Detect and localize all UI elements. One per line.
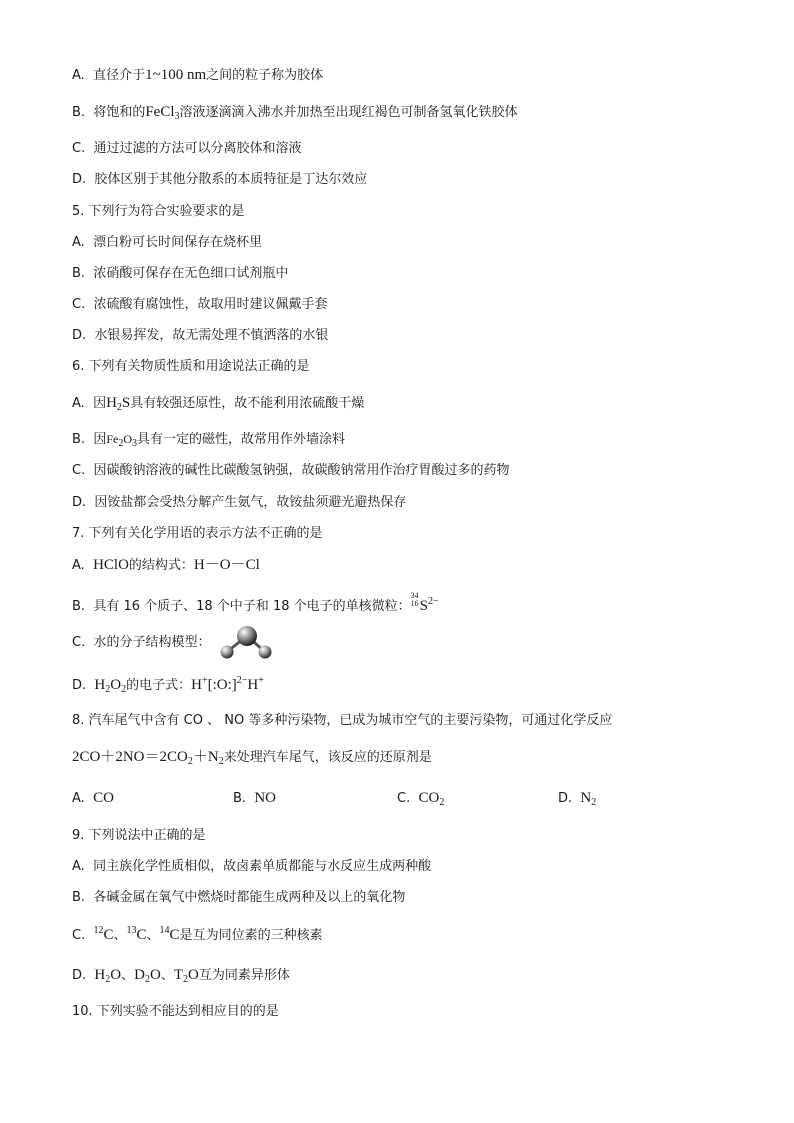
option-text: 水银易挥发，故无需处理不慎洒落的水银 <box>94 328 329 343</box>
option-label: D. <box>72 328 87 343</box>
option-label: B. <box>72 266 86 281</box>
q8-stem: 8. 汽车尾气中含有 CO 、 NO 等多种污染物，已成为城市空气的主要污染物，可通过化学反应 <box>72 713 613 728</box>
q7-stem: 7. 下列有关化学用语的表示方法不正确的是 <box>72 526 323 541</box>
option-label: D. <box>72 968 87 983</box>
option-label: A. <box>72 68 85 83</box>
formula: $Fe_2O_3$ <box>106 432 138 449</box>
formula-list: $H_2O$、$D_2O$、$T_2O$ <box>94 967 199 985</box>
q10-stem: 10. 下列实验不能达到相应目的的是 <box>72 1004 279 1019</box>
q5-option-b <box>72 265 288 283</box>
reaction-equation: $2CO+2NO=2CO_2+N_2$ <box>72 749 224 767</box>
q8-option-a: A. CO <box>72 790 114 806</box>
oxygen-atom <box>237 626 257 646</box>
option-text: 因铵盐都会受热分解产生氨气，故铵盐须避光避热保存 <box>94 495 407 510</box>
q4-option-a <box>72 66 323 85</box>
q4-option-c <box>72 140 302 158</box>
q7-option-a: A. HClO的结构式：H－O－Cl <box>72 557 260 573</box>
option-label: B. <box>72 105 86 120</box>
option-label: C. <box>72 141 86 156</box>
option-label: D. <box>72 678 87 693</box>
formula: $H_2O_2$ <box>94 677 127 695</box>
formula: HClO <box>93 557 129 573</box>
option-label: B. <box>72 432 86 447</box>
q7-option-b: B. 具有 16 个质子、18 个中子和 18 个电子的单核微粒： 34 16 $S^{2-}$ <box>72 591 439 614</box>
q5-option-a <box>72 234 262 252</box>
option-label: C. <box>72 928 86 943</box>
nuclide-numbers: 34 16 <box>410 591 419 608</box>
option-text: 浓硫酸有腐蚀性，故取用时建议佩戴手套 <box>93 297 328 312</box>
option-text: 溶液逐滴滴入沸水并加热至出现红褐色可制备氢氧化铁胶体 <box>179 105 518 120</box>
q6-option-b: B. 因$Fe_2O_3$具有一定的磁性，故常用作外墙涂料 <box>72 432 346 449</box>
hydrogen-atom <box>259 646 272 659</box>
option-text: 因碳酸钠溶液的碱性比碳酸氢钠强，故碳酸钠常用作治疗胃酸过多的药物 <box>93 463 510 478</box>
q9-option-c: C. $^{12}$C、$^{13}$C、$^{14}$C是互为同位素的三种核素 <box>72 925 323 943</box>
option-text: 各碱金属在氧气中燃烧时都能生成两种及以上的氧化物 <box>93 890 406 905</box>
q8-option-c: C. $CO_2$ <box>397 790 445 808</box>
q5-stem: 5. 下列行为符合实验要求的是 <box>72 204 245 219</box>
q4-option-d <box>72 171 367 189</box>
hydrogen-atom <box>221 646 234 659</box>
option-text: 胶体区别于其他分散系的本质特征是丁达尔效应 <box>94 172 368 187</box>
q6-stem: 6. 下列有关物质性质和用途说法正确的是 <box>72 359 310 374</box>
q6-option-a: A. 因$H_2S$具有较强还原性，故不能利用浓硫酸干燥 <box>72 395 365 413</box>
electron-formula: H+[:O:]$^{2-}$H+ <box>191 675 264 693</box>
formula: $H_2S$ <box>106 395 131 413</box>
isotope-list: $^{12}$C、$^{13}$C、$^{14}$C <box>93 925 180 943</box>
q9-stem: 9. 下列说法中正确的是 <box>72 828 206 843</box>
q8-equation-line: $2CO+2NO=2CO_2+N_2$来处理汽车尾气，该反应的还原剂是 <box>72 749 432 767</box>
option-label: D. <box>72 495 87 510</box>
q7-option-c: C. 水的分子结构模型： <box>72 635 211 650</box>
option-label: B. <box>72 599 86 614</box>
q9-option-a <box>72 858 431 876</box>
option-label: A. <box>72 791 85 806</box>
option-label: A. <box>72 558 85 573</box>
water-molecule-model <box>218 624 276 662</box>
q6-option-d <box>72 494 406 512</box>
q9-option-b <box>72 889 405 907</box>
option-text: 浓硝酸可保存在无色细口试剂瓶中 <box>93 266 289 281</box>
option-text: 将饱和的 <box>93 105 146 120</box>
option-label: C. <box>397 791 411 806</box>
option-label: A. <box>72 396 85 411</box>
option-label: C. <box>72 635 86 650</box>
option-label: B. <box>233 791 247 806</box>
option-text: 之间的粒子称为胶体 <box>206 68 324 83</box>
q5-option-c <box>72 296 328 314</box>
q8-option-b: B. NO <box>233 790 276 806</box>
nuclide-symbol: $S^{2-}$ <box>419 596 439 614</box>
q6-option-c <box>72 462 510 480</box>
option-label: B. <box>72 890 86 905</box>
option-text: 漂白粉可长时间保存在烧杯里 <box>93 235 263 250</box>
formula: FeCl$_3$ <box>145 104 180 122</box>
option-label: D. <box>558 791 573 806</box>
q5-option-d <box>72 327 328 345</box>
option-text: 直径介于 <box>93 68 146 83</box>
q4-option-b <box>72 103 518 122</box>
q8-option-d: D. $N_2$ <box>558 790 597 808</box>
option-label: C. <box>72 463 86 478</box>
structural-formula: H－O－Cl <box>193 557 260 573</box>
option-label: D. <box>72 172 87 187</box>
option-text: 通过过滤的方法可以分离胶体和溶液 <box>93 141 302 156</box>
option-label: A. <box>72 859 85 874</box>
option-label: C. <box>72 297 86 312</box>
option-text: 同主族化学性质相似，故卤素单质都能与水反应生成两种酸 <box>93 859 432 874</box>
option-label: A. <box>72 235 85 250</box>
formula: 1~100 nm <box>145 67 207 83</box>
q9-option-d: D. $H_2O$、$D_2O$、$T_2O$互为同素异形体 <box>72 967 290 985</box>
q7-option-d: D. $H_2O_2$的电子式：H+[:O:]$^{2-}$H+ <box>72 675 264 695</box>
